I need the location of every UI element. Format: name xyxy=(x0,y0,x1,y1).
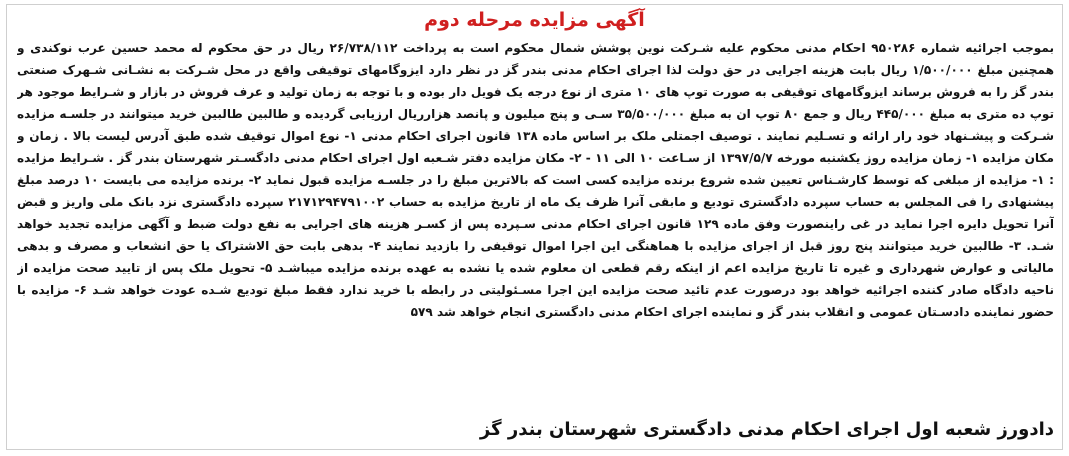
auction-notice xyxy=(6,4,1063,450)
notice-body: بموجب اجرائیه شماره ۹۵۰۲۸۶ احکام مدنی محکوم علیه شـرکت نوین پوشش شمال محکوم است به پرداخت ۲۶/۷۳۸/۱۱۲ ریال در حق محکوم له محمد حسین عرب نوکندی و همچنین مبلغ ۱/۵۰۰/۰۰۰ ریال بابت هزینه اجرایی در حق دولت لذا اجرای احکام مدنی بندر گز در نظر دارد ایزوگامهای توقیفی واقع در محل شـرکت به نشـانی شـهرک صنعتی بندر گز را به فروش برساند ایزوگامهای توقیفی به صورت توپ های ۱۰ متری از نوع درجه یک فویل دار بوده و با توجه به زمان تولید و عرف فروش در بازار و شـرایط موجود هر توپ ده متری به مبلغ ۴۴۵/۰۰۰ ریال و جمع ۸۰ توپ ان به مبلغ ۳۵/۵۰۰/۰۰۰ سـی و پنج میلیون و پانصد هزارریال ارزیابی گردیده و طالبین طالبین خرید میتوانند در جلسـه مزایده شـرکت و پیشـنهاد خود رار ارائه و تسـلیم نمایند . توصیف اجمتلی ملک بر اساس ماده ۱۳۸ قانون اجرای احکام مدنی ۱- نوع اموال توقیف شده طبق آدرس لیست بالا . زمان و مکان مزایده ۱- زمان مزایده روز یکشنبه مورخه ۱۳۹۷/۵/۷ از سـاعت ۱۰ الی ۱۱ - ۲- مکان مزایده دفتر شـعبه اول اجرای احکام مدنی دادگسـتر شهرستان بندر گز . شـرایط مزایده : ۱- مزایده از مبلغی که توسط کارشـناس تعیین شده شروع برنده مزایده کسی است که بالاترین مبلغ را در جلسـه مزایده قبول نماید ۲- برنده مزایده می بایست ۱۰ درصد مبلغ پیشنهادی را فی المجلس به حساب سپرده دادگستری تودیع و مابقی آنرا ظرف یک ماه از تاریخ مزایده به حساب ۲۱۷۱۲۹۴۷۹۱۰۰۲ سپرده دادگستری نزد بانک ملی واریز و قبض آنرا تحویل دایره اجرا نماید در غی راینصورت وفق ماده ۱۲۹ قانون اجرای احکام مدنی سـپرده پس از کسـر هزینه های اجرایی به نفع دولت ضبط و آگهی مزایده تجدید خواهد شـد. ۳- طالبین خرید میتوانند پنج روز قبل از اجرای مزایده با هماهنگی این اجرا اموال توقیفی را بازدید نمایند ۴- بدهی بابت حق الاشتراک یا حق انشعاب و مصرف و بدهی مالیاتی و عوارض شهرداری و غیره تا تاریخ مزایده اعم از اینکه رقم قطعی ان معلوم شده یا نشده به عهده برنده مزایده میباشـد ۵- تحویل ملک پس از تایید صحت مزایده از ناحیه دادگاه صادر کننده اجرائیه خواهد بود درصورت عدم تائید صحت مزایده این اجرا مسـئولیتی در رابطه با خرید ندارد فقط مبلغ تودیع شـده عودت خواهد شـد ۶- مزایده با حضور نماینده دادسـتان عمومی و انقلاب بندر گز و نماینده اجرای احکام مدنی دادگستری انجام خواهد شد ۵۷۹ xyxy=(17,41,1054,319)
notice-signature: دادورز شعبه اول اجرای احکام مدنی دادگستری شهرستان بندر گز xyxy=(479,419,1054,440)
notice-title: آگهی مزایده مرحله دوم xyxy=(424,9,645,31)
